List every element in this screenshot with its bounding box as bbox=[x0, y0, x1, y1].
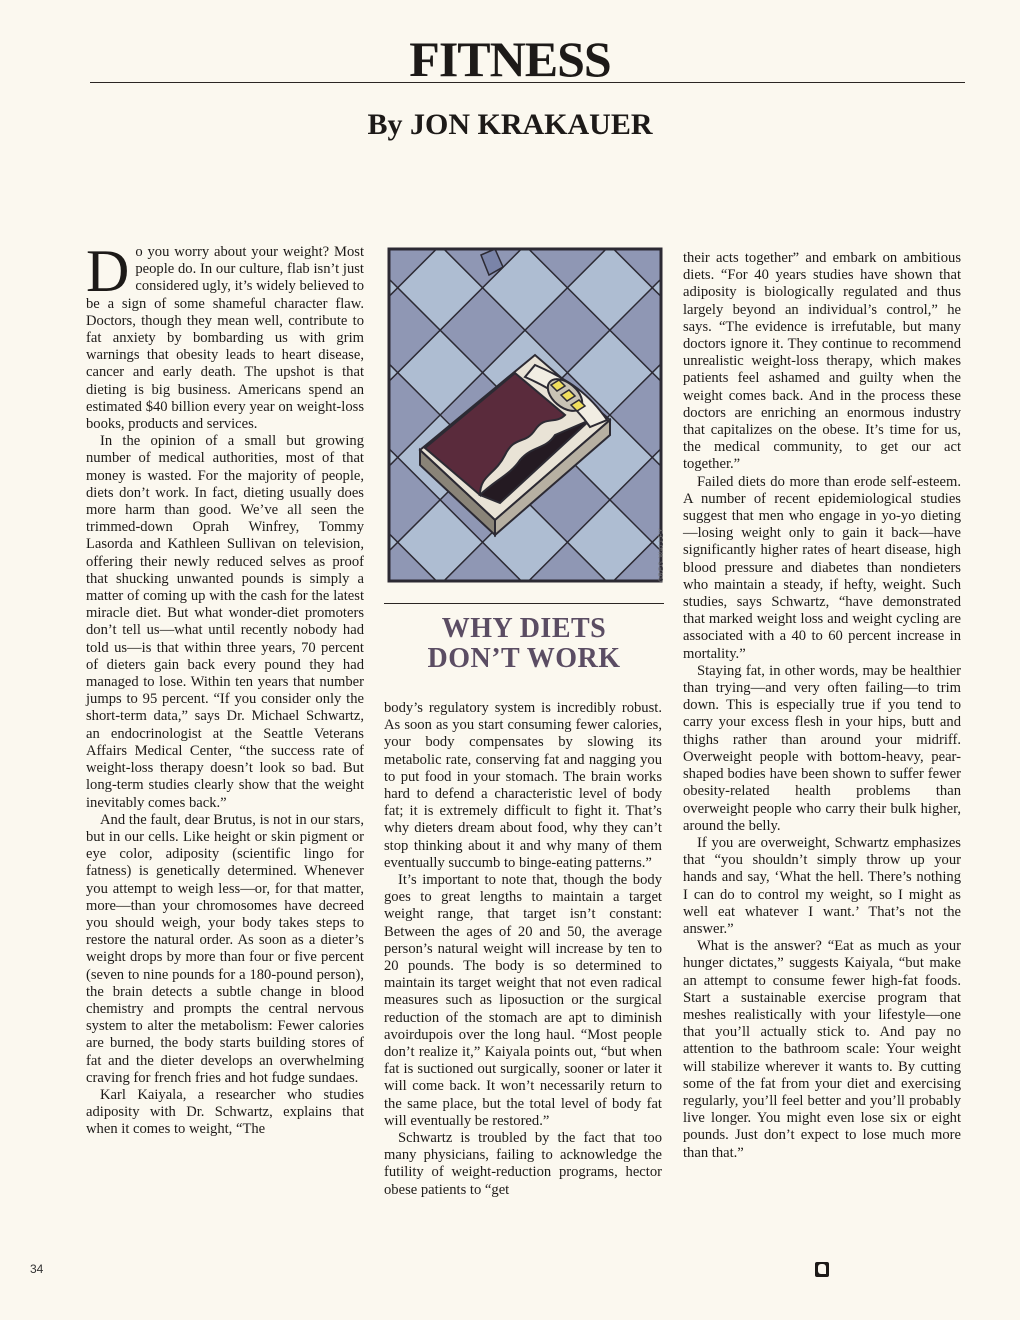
paragraph: And the fault, dear Brutus, is not in our stars, but in our cells. Like height or skin pigment or eye color, adiposity (scientific lingo for fatness) is genetically determined. Whenever you attempt to weigh less—or, for that matter, more—than your chromosomes have decreed you should weigh, your body takes steps to restore the natural order. As soon as a dieter’s weight drops by more than four or five percent (seven to nine pounds for a 180-pound person), the brain detects a subtle change in blood chemistry and prompts the central nervous system to alter the metabolism: Fewer calories are burned, the body starts building stores of fat and the dieter develops an overwhelming craving for french fries and hot fudge sundaes. bbox=[86, 811, 364, 1086]
paragraph: Staying fat, in other words, may be healthier than trying—and very often failing—to trim down. This is especially true if you tend to carry your excess flesh in your hips, butt and thighs rather than around your midriff. Overweight people with bottom-heavy, pear-shaped bodies have been shown to suffer fewer obesity-related health problems than overweight people who carry their bulk higher, around the belly. bbox=[683, 662, 961, 834]
paragraph: Do you worry about your weight? Most people do. In our culture, flab isn’t just considered ugly, it’s widely believed to be a sign of some shameful character flaw. Doctors, though they mean well, contribute to fat anxiety by bombarding us with grim warnings that obesity leads to heart disease, cancer and early death. The upshot is that dieting is big business. Americans spend an estimated $40 billion every year on weight-loss books, products and services. bbox=[86, 238, 364, 433]
paragraph: body’s regulatory system is incredibly robust. As soon as you start consuming fewer calories, your body compensates by slowing its metabolic rate, conserving fat and nagging you to put food in your stomach. The brain works hard to defend a characteristic level of body fat; it is extremely difficult to fight it. That’s why dieters dream about food, why they can’t stop thinking about it and why many of them eventually succumb to binge-eating patterns.” bbox=[384, 700, 662, 871]
section-title: FITNESS bbox=[409, 31, 611, 87]
paragraph: It’s important to note that, though the body goes to great lengths to maintain a target weight range, that target isn’t constant: Between the ages of 20 and 50, the average person’s natural weight will increase by ten to 20 pounds. The body is so determined to maintain its target weight that not even radical measures such as liposuction or the surgical reduction of the stomach are apt to diminish avoirdupois over the long haul. “Most people don’t realize it,” Kaiyala points out, “but when fat is suctioned out surgically, sooner or later it will come back. It won’t necessarily return to the same place, but the total level of body fat will eventually be restored.” bbox=[384, 872, 662, 1129]
byline: By JON KRAKAUER bbox=[367, 108, 653, 141]
paragraph: Karl Kaiyala, a researcher who studies adiposity with Dr. Schwartz, explains that when it comes to weight, “The bbox=[86, 1086, 364, 1138]
headline-line: WHY DIETS bbox=[441, 613, 607, 644]
illustration-credit: GREG WALLEY bbox=[659, 527, 665, 582]
page-number: 34 bbox=[30, 1262, 44, 1276]
paragraph: Failed diets do more than erode self-esteem. A number of recent epidemiological studies suggest that men who engage in yo-yo dieting—losing weight only to gain it back—have significantly higher rates of heart disease, high blood pressure and diabetes than nondieters who maintain a steady, if hefty, weight. Such studies, says Schwartz, “have demonstrated that marked weight loss and weight cycling are associated with a 40 to 60 percent increase in mortality.” bbox=[683, 473, 961, 662]
bathroom-scale-illustration bbox=[385, 245, 665, 585]
headline-rule bbox=[384, 603, 664, 604]
paragraph: Schwartz is troubled by the fact that too many physicians, failing to acknowledge the futility of weight-reduction programs, hector obese patients to “get bbox=[384, 1130, 662, 1198]
title-rule bbox=[90, 82, 965, 83]
article-column-2 bbox=[384, 700, 662, 1199]
paragraph: their acts together” and embark on ambitious diets. “For 40 years studies have shown that adiposity is biologically regulated and thus largely beyond an individual’s control,” he says. “The evidence is irrefutable, but many doctors ignore it. They continue to recommend unrealistic weight-loss therapy, which makes patients feel ashamed and guilty when the weight comes back. And in the process these doctors are enriching an enormous industry that capitalizes on the obese. It’s time for us, the medical community, to get our act together.” bbox=[683, 250, 961, 473]
drop-cap: D bbox=[86, 238, 130, 304]
article-headline bbox=[384, 614, 664, 674]
article-column-3 bbox=[683, 250, 961, 1162]
rabbit-head-icon bbox=[815, 1262, 829, 1277]
article-column-1 bbox=[86, 238, 364, 1139]
headline-line: DON’T WORK bbox=[427, 643, 621, 674]
paragraph: If you are overweight, Schwartz emphasizes that “you shouldn’t simply throw up your hands and say, ‘What the hell. There’s nothing I can do to control my weight, so I might as well eat whatever I want.’ That’s not the answer.” bbox=[683, 834, 961, 937]
paragraph: In the opinion of a small but growing number of medical authorities, most of that money is wasted. For the majority of people, diets don’t work. In fact, dieting usually does more harm than good. We’ve all seen the trimmed-down Oprah Winfrey, Tommy Lasorda and Kathleen Sullivan on television, offering their newly reduced selves as proof that shucking unwanted pounds is simply a matter of coming up with the cash for the latest miracle diet. But what wonder-diet promoters don’t tell us—what until recently nobody had told us—is that within three years, 70 percent of dieters gain back every pound they had managed to lose. Within ten years that number jumps to 95 percent. “If you consider only the short-term data,” says Dr. Michael Schwartz, an endocrinologist at the Seattle Veterans Affairs Medical Center, “the success rate of weight-loss therapy doesn’t look so bad. But long-term studies clearly show that the weight inevitably comes back.” bbox=[86, 433, 364, 811]
paragraph: What is the answer? “Eat as much as your hunger dictates,” suggests Kaiyala, “but make an attempt to consume fewer high-fat foods. Start a sustainable exercise program that meshes realistically with your lifestyle—one that you’ll actually stick to. And pay no attention to the bathroom scale: Your weight will stabilize wherever it wants to. By cutting some of the fat from your diet and exercising regularly, you’ll feel better and you’ll probably live longer. You might even lose six or eight pounds. Just don’t expect to lose much more than that.” bbox=[683, 938, 961, 1161]
